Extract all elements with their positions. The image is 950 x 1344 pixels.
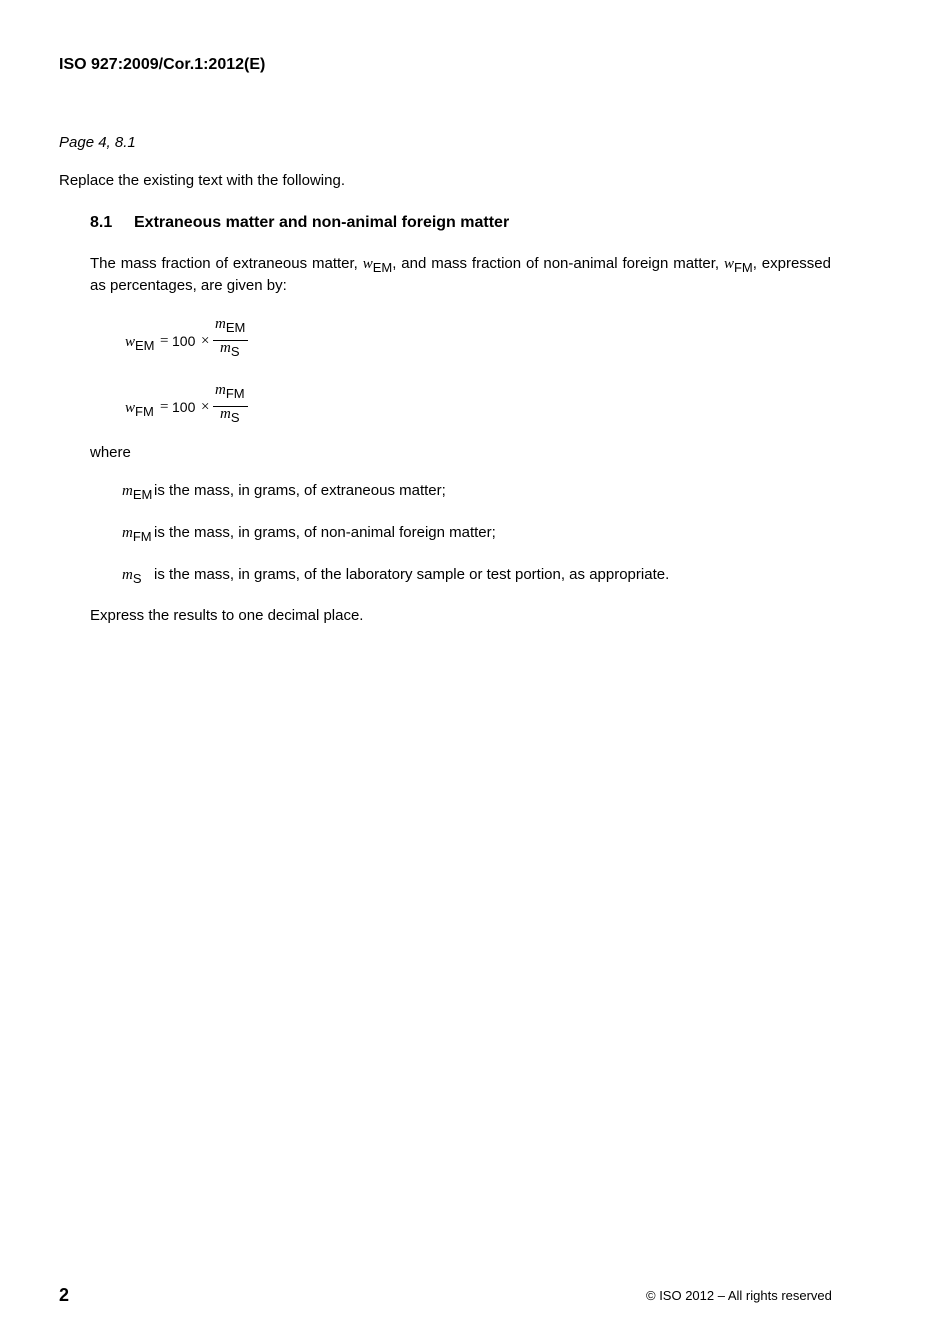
definition-symbol: mFM: [122, 525, 152, 544]
closing-instruction: Express the results to one decimal place.: [90, 607, 364, 624]
section-title: Extraneous matter and non-animal foreign matter: [134, 214, 510, 231]
definition-item: [122, 482, 446, 500]
formula-denominator: mS: [220, 340, 240, 359]
section-heading: [90, 214, 509, 232]
definition-symbol: mEM: [122, 483, 153, 502]
intro-variable-w-em: wEM: [362, 256, 393, 275]
intro-paragraph: [90, 253, 831, 297]
section-number: 8.1: [90, 214, 113, 231]
definition-item: [122, 566, 669, 584]
formula-lhs: wEM: [125, 334, 155, 353]
formula-lhs: wFM: [125, 400, 154, 419]
page-number: 2: [59, 1285, 70, 1305]
definition-text: is the mass, in grams, of extraneous matter;: [154, 482, 446, 499]
correction-instruction: Replace the existing text with the following.: [59, 172, 345, 189]
copyright-notice: © ISO 2012 – All rights reserved: [646, 1288, 832, 1303]
formula-times: ×: [201, 333, 210, 349]
definition-text: is the mass, in grams, of non-animal foreign matter;: [154, 524, 496, 541]
formula-times: ×: [201, 399, 210, 415]
intro-variable-w-fm: wFM: [723, 256, 753, 275]
page-location-reference: Page 4, 8.1: [59, 134, 136, 151]
definition-text: is the mass, in grams, of the laboratory sample or test portion, as appropriate.: [154, 566, 670, 583]
formula-equals: =: [160, 399, 169, 415]
formula-equals: =: [160, 333, 169, 349]
formula-denominator: mS: [220, 406, 240, 425]
document-header-title: ISO 927:2009/Cor.1:2012(E): [59, 56, 266, 73]
where-label: where: [90, 444, 131, 461]
formula-numerator: mFM: [215, 382, 245, 401]
intro-text-2: , and mass fraction of non-animal foreign matter,: [392, 255, 724, 272]
intro-text-1: The mass fraction of extraneous matter,: [90, 255, 363, 272]
formula-numerator: mEM: [215, 316, 246, 335]
intro-text-3: , expressed as percentages, are given by:: [90, 255, 831, 294]
definition-item: [122, 524, 496, 542]
definition-symbol: mS: [122, 567, 142, 586]
formula-coefficient: 100: [172, 399, 196, 415]
formula-coefficient: 100: [172, 333, 196, 349]
